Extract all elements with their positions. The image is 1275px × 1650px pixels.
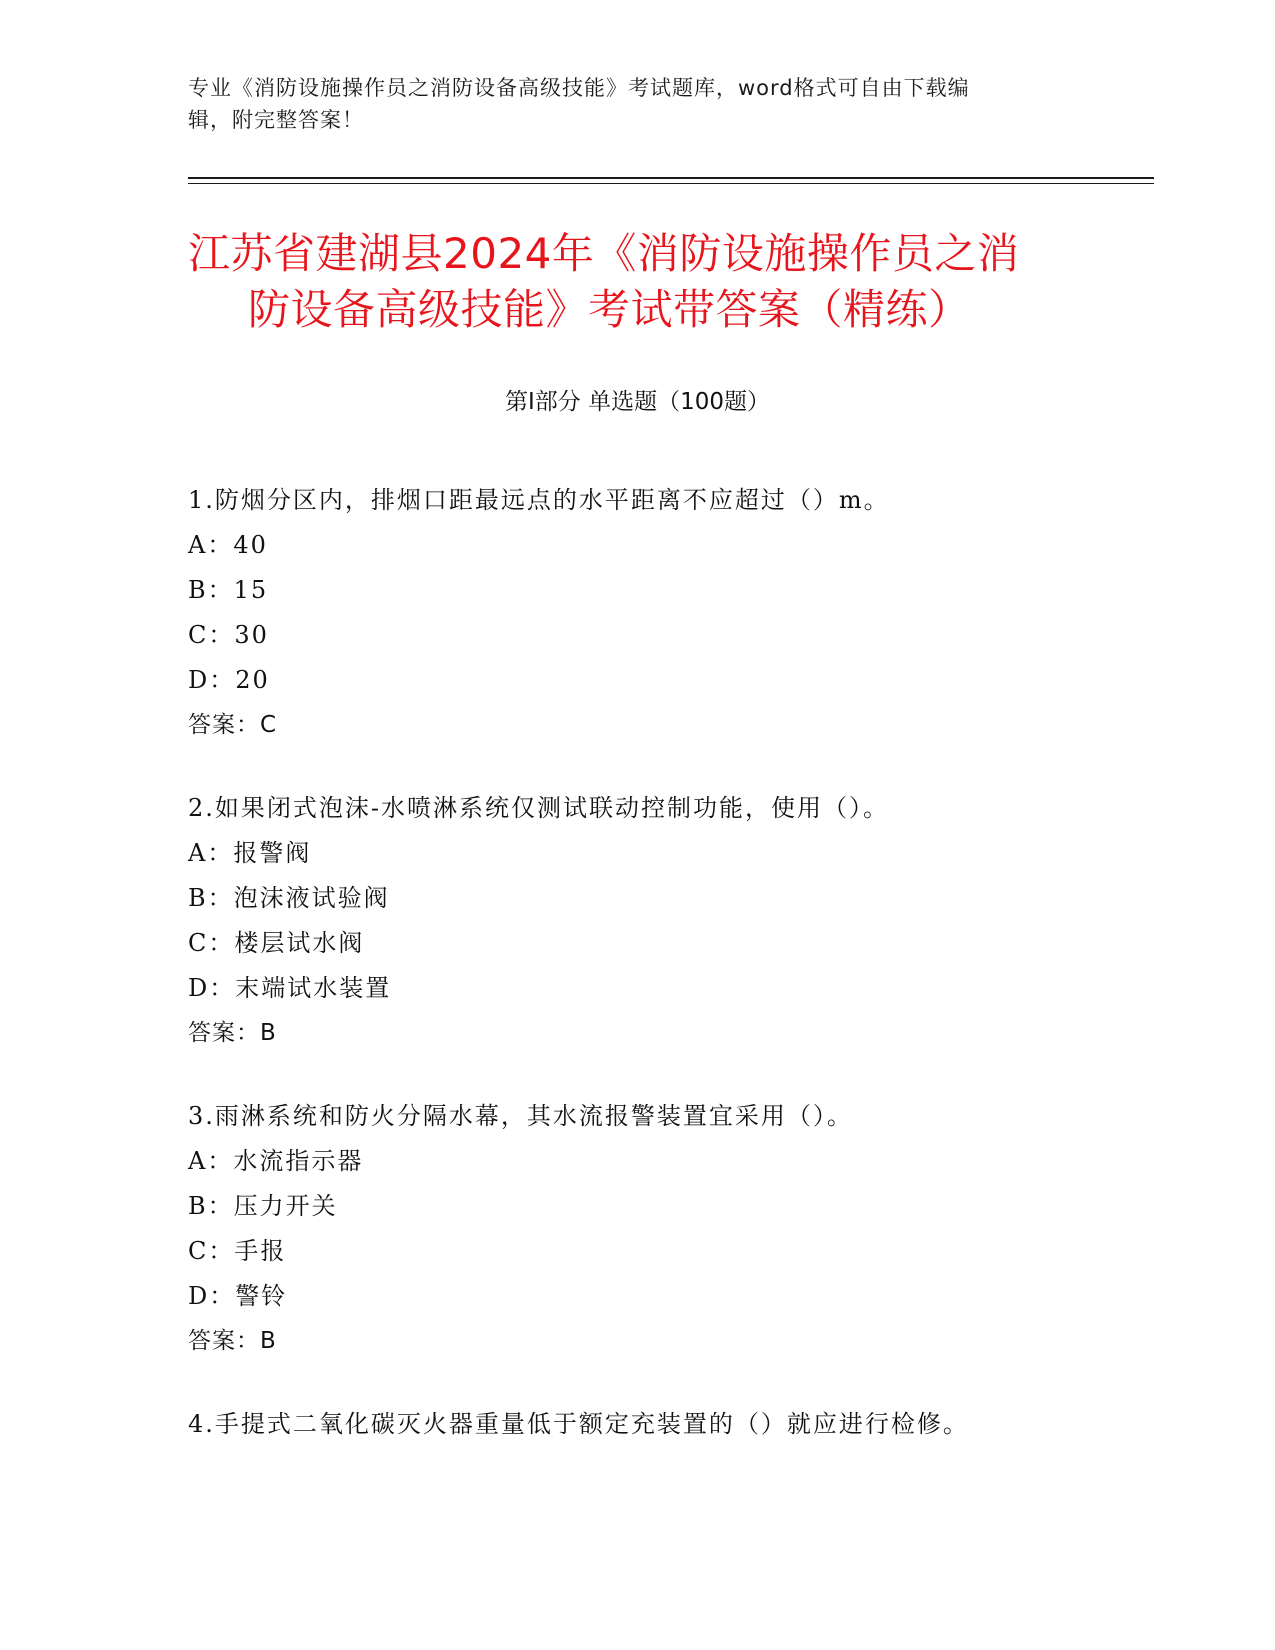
option-c	[188, 1229, 1154, 1274]
option-label: B：	[188, 1192, 234, 1220]
question-stem: 3.雨淋系统和防火分隔水幕，其水流报警装置宜采用（）。	[188, 1102, 853, 1130]
option-label: D：	[188, 1282, 236, 1310]
option-text: 压力开关	[233, 1192, 338, 1220]
header-divider-thin	[188, 183, 1154, 184]
option-a	[188, 1139, 1154, 1184]
question-4	[188, 1402, 1154, 1447]
option-label: B：	[188, 884, 234, 912]
question-1	[188, 478, 1154, 748]
option-a	[188, 831, 1154, 876]
option-text: 30	[234, 621, 269, 649]
option-text: 泡沫液试验阀	[233, 884, 390, 912]
option-d	[188, 966, 1154, 1011]
option-text: 20	[235, 666, 270, 694]
question-3	[188, 1094, 1154, 1364]
section-heading: 第Ⅰ部分 单选题（100题）	[505, 389, 770, 415]
document-title-line-2: 防设备高级技能》考试带答案（精练）	[248, 285, 971, 334]
option-text: 15	[233, 576, 269, 604]
header-note	[188, 72, 1068, 136]
question-2	[188, 786, 1154, 1056]
header-divider-thick	[188, 177, 1154, 179]
option-label: A：	[188, 531, 234, 559]
option-b	[188, 876, 1154, 921]
question-stem: 2.如果闭式泡沫-水喷淋系统仅测试联动控制功能，使用（）。	[188, 794, 890, 822]
question-stem: 4.手提式二氧化碳灭火器重量低于额定充装置的（）就应进行检修。	[188, 1410, 969, 1438]
answer: 答案：B	[188, 1020, 277, 1046]
header-note-line-2: 辑，附完整答案！	[188, 108, 364, 132]
option-text: 水流指示器	[233, 1147, 364, 1175]
option-d	[188, 658, 1154, 703]
option-label: D：	[188, 974, 236, 1002]
option-c	[188, 921, 1154, 966]
option-c	[188, 613, 1154, 658]
option-label: C：	[188, 1237, 235, 1265]
option-label: D：	[188, 666, 236, 694]
question-list	[188, 478, 1154, 1485]
option-text: 手报	[234, 1237, 287, 1265]
option-label: C：	[188, 929, 235, 957]
option-text: 报警阀	[233, 839, 312, 867]
option-b	[188, 568, 1154, 613]
option-a	[188, 523, 1154, 568]
document-title	[188, 226, 1088, 338]
answer: 答案：B	[188, 1328, 277, 1354]
option-text: 楼层试水阀	[234, 929, 365, 957]
option-text: 警铃	[235, 1282, 288, 1310]
option-d	[188, 1274, 1154, 1319]
question-stem: 1.防烟分区内，排烟口距最远点的水平距离不应超过（）m。	[188, 486, 890, 514]
option-b	[188, 1184, 1154, 1229]
option-text: 末端试水装置	[235, 974, 392, 1002]
option-label: A：	[188, 1147, 234, 1175]
option-text: 40	[233, 531, 268, 559]
document-title-line-1: 江苏省建湖县2024年《消防设施操作员之消	[188, 229, 1020, 278]
option-label: A：	[188, 839, 234, 867]
option-label: B：	[188, 576, 234, 604]
option-label: C：	[188, 621, 235, 649]
answer: 答案：C	[188, 712, 278, 738]
header-note-line-1: 专业《消防设施操作员之消防设备高级技能》考试题库，word格式可自由下载编	[188, 76, 970, 100]
